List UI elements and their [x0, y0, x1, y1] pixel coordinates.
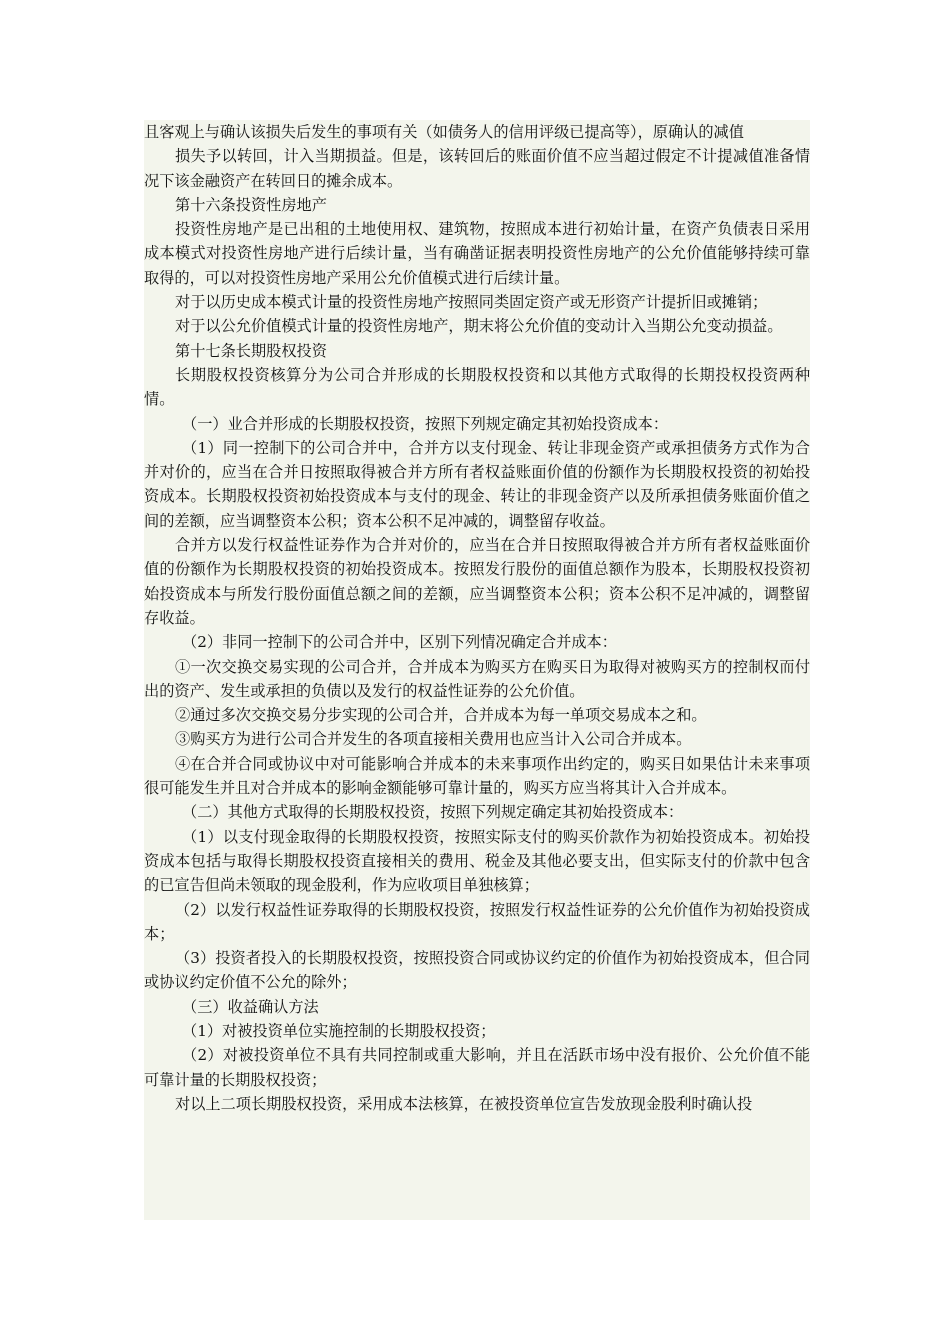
paragraph: （1）对被投资单位实施控制的长期股权投资；: [182, 1021, 496, 1040]
paragraph: 合并方以发行权益性证券作为合并对价的，应当在合并日按照取得被合并方所有者权益账面价值的份额作为长期股权投资的初始投资成本。按照发行股份的面值总额作为股本，长期股权投资初始投资成本与所发行股份面值总额之间的差额，应当调整资本公积；资本公积不足冲减的，调整留存收益。: [144, 536, 810, 627]
paragraph: 对以上二项长期股权投资，采用成本法核算，在被投资单位宣告发放现金股利时确认投: [175, 1094, 753, 1113]
paragraph: 对于以历史成本模式计量的投资性房地产按照同类固定资产或无形资产计提折旧或摊销；: [175, 293, 768, 312]
paragraph: 且客观上与确认该损失后发生的事项有关（如债务人的信用评级已提高等），原确认的减值: [144, 123, 744, 141]
paragraph: 第十六条投资性房地产: [175, 195, 327, 214]
document-body: [144, 120, 810, 1220]
paragraph: 投资性房地产是已出租的土地使用权、建筑物，按照成本进行初始计量，在资产负债表日采用成本模式对投资性房地产进行后续计量，当有确凿证据表明投资性房地产的公允价值能够持续可靠取得的，可以对投资性房地产采用公允价值模式进行后续计量。: [144, 220, 810, 287]
paragraph: ①一次交换交易实现的公司合并，合并成本为购买方在购买日为取得对被购买方的控制权而付出的资产、发生或承担的负债以及发行的权益性证券的公允价值。: [144, 657, 810, 700]
paragraph: （1）同一控制下的公司合并中，合并方以支付现金、转让非现金资产或承担债务方式作为合并对价的，应当在合并日按照取得被合并方所有者权益账面价值的份额作为长期股权投资的初始投资成本。长期股权投资初始投资成本与支付的现金、转让的非现金资产以及所承担债务账面价值之间的差额，应当调整资本公积；资本公积不足冲减的，调整留存收益。: [144, 438, 810, 530]
paragraph: （二）其他方式取得的长期股权投资，按照下列规定确定其初始投资成本：: [182, 803, 684, 822]
paragraph: 长期股权投资核算分为公司合并形成的长期股权投资和以其他方式取得的长期投权投资两种情。: [144, 365, 810, 409]
paragraph: （3）投资者投入的长期股权投资，按照投资合同或协议约定的价值作为初始投资成本，但合同或协议约定价值不公允的除外；: [144, 949, 810, 992]
paragraph: （2）以发行权益性证券取得的长期股权投资，按照发行权益性证券的公允价值作为初始投资成本；: [144, 900, 810, 943]
paragraph: （一）业合并形成的长期股权投资，按照下列规定确定其初始投资成本：: [182, 414, 668, 433]
paragraph: ③购买方为进行公司合并发生的各项直接相关费用也应当计入公司合并成本。: [175, 730, 692, 749]
paragraph: ④在合并合同或协议中对可能影响合并成本的未来事项作出约定的，购买日如果估计未来事项很可能发生并且对合并成本的影响金额能够可靠计量的，购买方应当将其计入合并成本。: [144, 754, 810, 798]
paragraph: 第十七条长期股权投资: [175, 341, 327, 360]
paragraph: （1）以支付现金取得的长期股权投资，按照实际支付的购买价款作为初始投资成本。初始投资成本包括与取得长期股权投资直接相关的费用、税金及其他必要支出，但实际支付的价款中包含的已宣告但尚未领取的现金股利，作为应收项目单独核算；: [144, 827, 810, 895]
paragraph: ②通过多次交换交易分步实现的公司合并，合并成本为每一单项交易成本之和。: [175, 706, 707, 725]
paragraph: （三）收益确认方法: [182, 997, 319, 1016]
paragraph: 对于以公允价值模式计量的投资性房地产，期末将公允价值的变动计入当期公允变动损益。: [175, 317, 783, 336]
paragraph: （2）对被投资单位不具有共同控制或重大影响，并且在活跃市场中没有报价、公允价值不能可靠计量的长期股权投资；: [144, 1046, 810, 1089]
paragraph: （2）非同一控制下的公司合并中，区别下列情况确定合并成本：: [182, 633, 617, 652]
paragraph: 损失予以转回，计入当期损益。但是，该转回后的账面价值不应当超过假定不计提减值准备情况下该金融资产在转回日的摊余成本。: [144, 147, 810, 190]
